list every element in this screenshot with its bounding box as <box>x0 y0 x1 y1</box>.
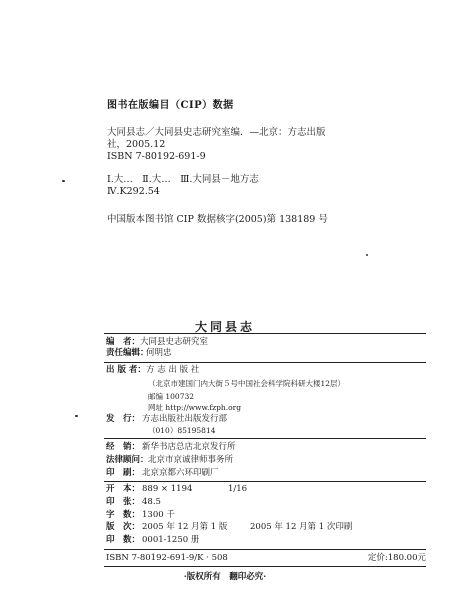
postcode-row <box>148 392 194 402</box>
seller-label: 经 销： <box>106 442 141 452</box>
divider-4 <box>104 549 426 550</box>
print-time-value: 2005 年 12 月第 1 次印刷 <box>250 522 353 532</box>
printer-value: 北京京都六环印刷厂 <box>142 468 219 478</box>
scan-speck <box>62 180 65 182</box>
format-value: 889 × 1194 <box>142 484 193 494</box>
copies-value: 0001-1250 册 <box>142 535 200 545</box>
divider-1 <box>104 362 426 363</box>
edition-row <box>106 522 352 533</box>
cip-line-2: 社，2005.12 <box>107 139 166 150</box>
copies-label: 印 数： <box>106 535 141 545</box>
sheets-value: 48.5 <box>142 497 161 507</box>
website-value: http://www.fzph.org <box>165 403 242 412</box>
scan-speck <box>366 254 368 256</box>
responsible-editor-value: 何明忠 <box>146 348 172 358</box>
legal-value: 北京市京诚律师事务所 <box>148 455 234 465</box>
edition-label: 版 次： <box>106 522 141 532</box>
words-row <box>106 510 175 521</box>
scan-speck <box>75 415 78 417</box>
divider-2 <box>104 438 426 439</box>
publisher-label: 出 版 者： <box>106 365 146 375</box>
words-label: 字 数： <box>106 510 141 520</box>
editor-row <box>106 337 208 348</box>
format-row <box>106 484 247 495</box>
format-fold: 1/16 <box>228 484 248 494</box>
words-value: 1300 千 <box>142 510 175 520</box>
postcode-label: 邮编 <box>148 392 163 401</box>
website-label: 网址 <box>148 403 163 412</box>
cip-block <box>107 96 427 226</box>
cip-gap <box>107 163 427 174</box>
publisher-row <box>106 365 199 376</box>
isbn-price-row <box>106 553 426 564</box>
isbn-full: ISBN 7-80192-691-9/K · 508 <box>106 553 228 563</box>
divider-top <box>104 333 426 334</box>
responsible-editor-label: 责任编辑： <box>106 348 149 358</box>
distributor-row <box>106 414 227 425</box>
distributor-value: 方志出版社出版发行部 <box>142 414 228 424</box>
postcode-value: 100732 <box>165 392 195 401</box>
divider-bottom <box>104 566 426 567</box>
printer-row <box>106 468 219 479</box>
distributor-label: 发 行： <box>106 414 141 424</box>
book-title: 大同县志 <box>194 320 255 334</box>
editor-value: 大同县史志研究室 <box>140 337 209 347</box>
rights-notice: ·版权所有 翻印必究· <box>183 572 267 582</box>
printer-label: 印 刷： <box>106 468 141 478</box>
publisher-value: 方 志 出 版 社 <box>146 365 200 375</box>
legal-label: 法律顾问： <box>106 455 149 465</box>
cip-line-3: ISBN 7-80192-691-9 <box>107 151 206 162</box>
format-label: 开 本： <box>106 484 141 494</box>
publisher-address: （北京市建国门内大街５号中国社会科学院科研大楼12层） <box>148 379 346 388</box>
seller-value: 新华书店总店北京发行所 <box>142 442 236 452</box>
sheets-row <box>106 497 161 508</box>
divider-3 <box>104 481 426 482</box>
responsible-editor-row <box>106 348 172 359</box>
cip-title: 图书在版编目（CIP）数据 <box>107 100 234 111</box>
distributor-phone: （010）85195814 <box>148 426 216 435</box>
sheets-label: 印 张： <box>106 497 141 507</box>
seller-row <box>106 442 236 453</box>
cip-number: 中国版本图书馆 CIP 数据核字(2005)第 138189 号 <box>107 214 328 225</box>
legal-row <box>106 455 233 466</box>
edition-value: 2005 年 12 月第 1 版 <box>142 522 228 532</box>
price: 定价:180.00元 <box>367 553 426 563</box>
cip-line-1: 大同县志／大同县史志研究室编．—北京：方志出版 <box>107 127 326 138</box>
cip-line-5: Ⅳ.K292.54 <box>107 186 160 197</box>
cip-line-4: Ⅰ.大… Ⅱ.大… Ⅲ.大同县－地方志 <box>107 174 259 185</box>
editor-label: 编 者： <box>106 337 141 347</box>
copies-row <box>106 535 199 546</box>
website-row <box>148 403 241 413</box>
